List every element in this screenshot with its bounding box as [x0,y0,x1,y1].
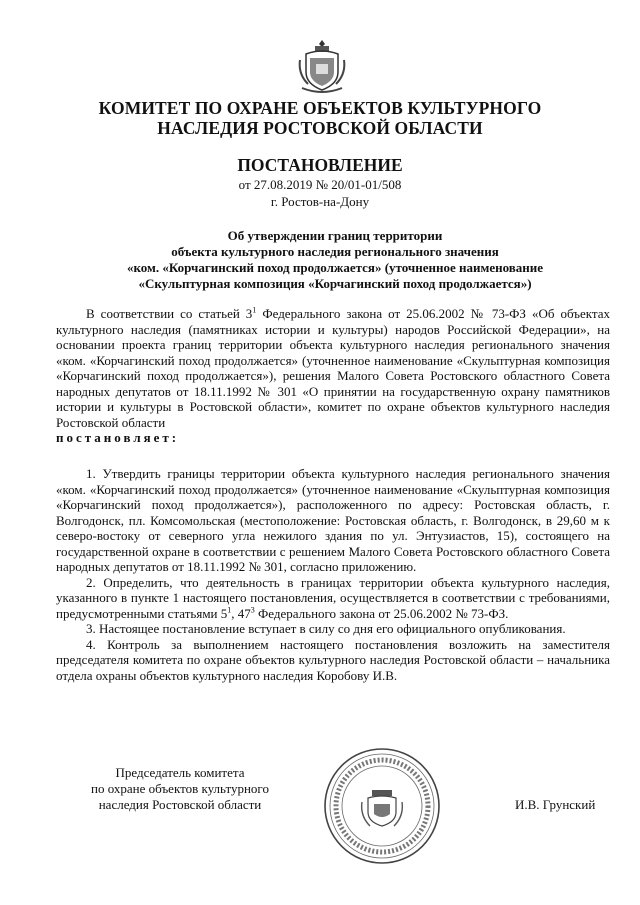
item-2 [56,575,610,622]
org-line-2: НАСЛЕДИЯ РОСТОВСКОЙ ОБЛАСТИ [157,118,483,138]
item-4: 4. Контроль за выполнением настоящего постановления возложить на заместителя председателя комитета по охране объектов культурного наследия Ростовской области – начальника отдела охраны объектов культурного наследия Коробову И.В. [56,636,610,683]
subject-line-4: «Скульптурная композиция «Корчагинский поход продолжается») [138,276,532,291]
signatory-title-line-1: Председатель комитета [115,765,245,780]
item-2-sup-2: 3 [250,605,255,615]
signatory-name: И.В. Грунский [515,797,596,812]
item-2-sup-1: 1 [227,605,232,615]
signatory-title-line-3: наследия Ростовской области [98,797,262,812]
date-number: от 27.08.2019 № 20/01-01/508 [238,177,402,192]
city: г. Ростов-на-Дону [270,194,370,209]
preamble-paragraph [56,306,610,430]
organization-name [0,98,640,138]
decree-items [56,466,610,683]
org-line-1: КОМИТЕТ ПО ОХРАНЕ ОБЪЕКТОВ КУЛЬТУРНОГО [98,98,542,118]
preamble-text-a: В соответствии со статьей 3 [86,306,253,321]
signatory-title-line-2: по охране объектов культурного [91,781,269,796]
subject-title [60,228,610,292]
preamble-sup: 1 [252,305,257,315]
preamble-text-b: Федерального закона от 25.06.2002 № 73-ФЗ «Об объектах культурного наследия (памятниках истории и культуры) народов Российской Федерации», на основании проекта границ территории объекта культурного наследия регионального значения «ком. «Корчагинский поход продолжается» (уточненное наименование «Скульптурная композиция «Корчагинский поход продолжается»), решения Малого Совета Ростовского областного Совета народных депутатов от 18.11.1992 № 301 «О принятии на государственную охрану памятников истории и культуры в Ростовской области», комитет по охране объектов культурного наследия Ростовской области [56,306,610,430]
signatory-title [88,765,272,813]
subject-line-1: Об утверждении границ территории [227,228,443,243]
document-type: ПОСТАНОВЛЕНИЕ [237,155,403,175]
preamble [56,306,610,446]
item-3: 3. Настоящее постановление вступает в силу со дня его официального опубликования. [86,621,566,636]
item-2-text-c: Федерального закона от 25.06.2002 № 73-ФЗ. [254,605,509,621]
decree-word: постановляет: [56,430,180,445]
item-2-text-a: 2. Определить, что деятельность в границах территории объекта культурного наследия, указанного в пункте 1 настоящего постановления, осуществляется в соответствии с требованиями, предусмотренными статьями 5 [56,574,610,621]
subject-line-2: объекта культурного наследия регионального значения [171,244,499,259]
official-seal-icon [322,746,442,866]
item-2-text-b: , 47 [231,605,251,621]
subject-line-3: «ком. «Корчагинский поход продолжается» (уточненное наименование [126,260,544,275]
coat-of-arms-icon [298,38,346,94]
item-1: 1. Утвердить границы территории объекта культурного наследия регионального значения «ком. «Корчагинский поход продолжается» (уточненное наименование «Скульптурная композиция «Корчагинский поход продолжается»), расположенного по адресу: Ростовская область, г. Волгодонск, пл. Комсомольская (местоположение: Ростовская область, г. Волгодонск, в 29,60 м к северо-востоку от северного угла нежилого здания по ул. Энтузиастов, 15), состоящего на государственной охране в соответствии с решением Малого Совета Ростовского областного Совета народных депутатов от 18.11.1992 № 301, согласно приложению. [56,466,610,574]
